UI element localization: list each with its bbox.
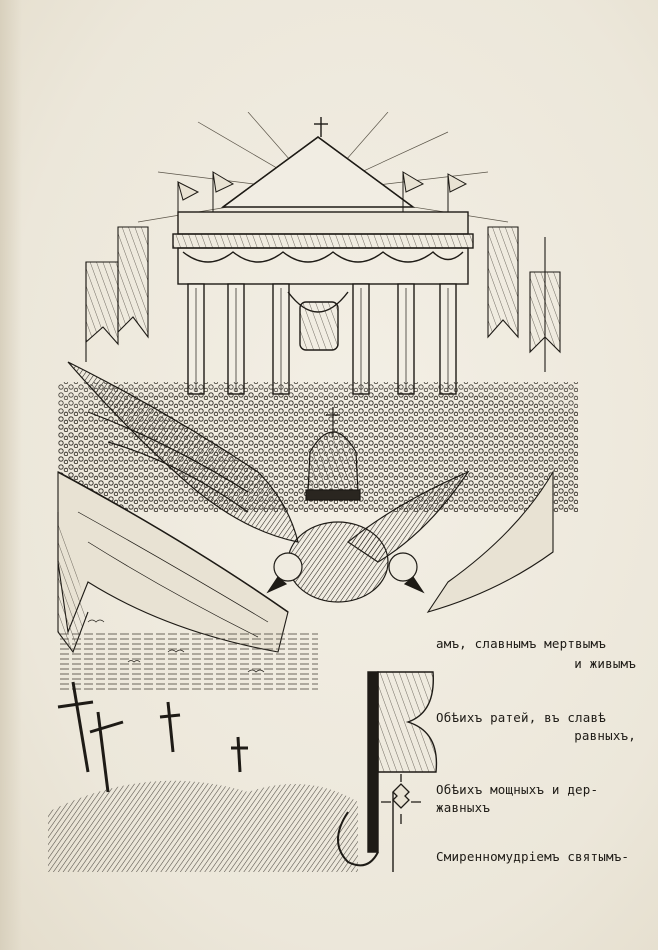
verse-line-3: Обѣихъ ратей, въ славѣ [436,710,606,725]
triumphal-arch [173,117,473,394]
verse-line-4: равныхъ, [574,728,636,743]
verse-line-5: Обѣихъ мощныхъ и дер- [436,782,599,797]
sea [58,632,318,692]
verse-line-6: жавныхъ [436,800,491,815]
verse-line-1: амъ, славнымъ мертвымъ [436,636,606,651]
order-cross-icon [381,774,421,824]
grave-crosses [58,682,248,792]
verse-line-2: и живымъ [574,656,636,671]
page-gutter-shadow [0,0,22,950]
verse-line-7: Смиренномудріемъ святымъ- [436,849,630,864]
engraving-illustration [48,112,588,872]
ground-grass [48,781,358,872]
